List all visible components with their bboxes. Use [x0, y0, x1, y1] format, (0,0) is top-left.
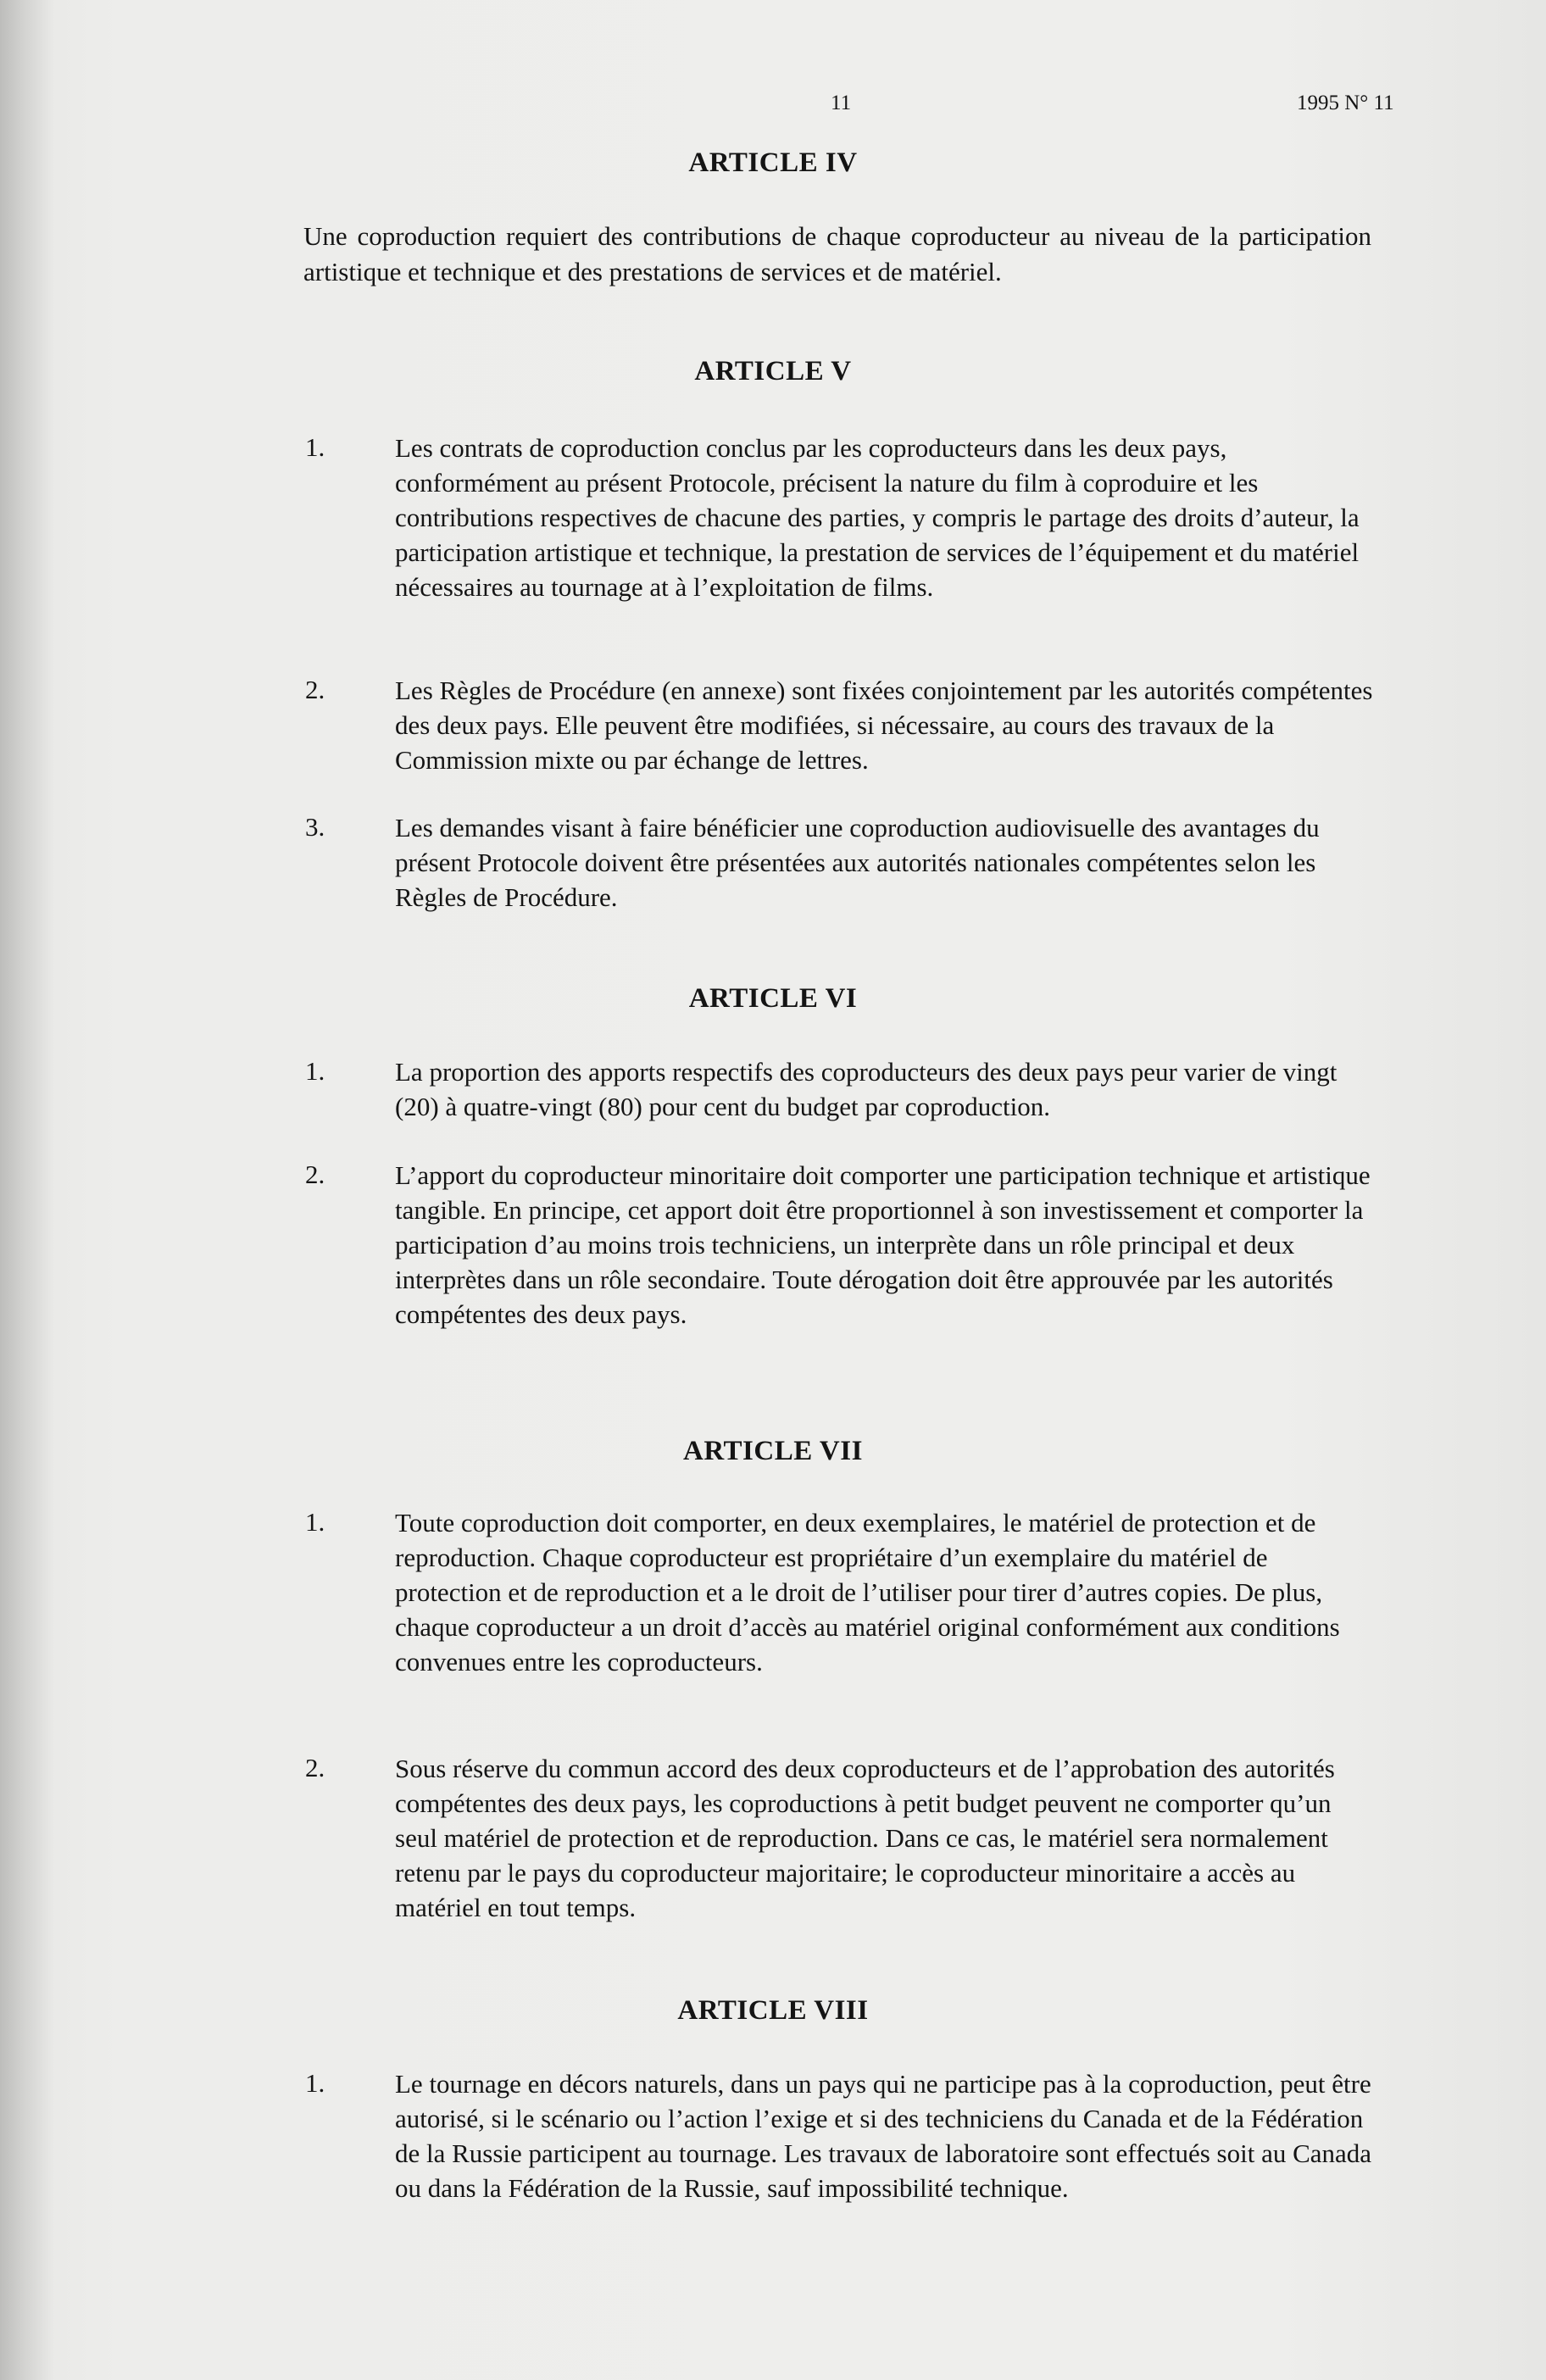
article-viii-item-1-number: 1. [305, 2068, 325, 2098]
article-v-item-2-number: 2. [305, 675, 325, 704]
article-vi-item-1-text: La proportion des apports respectifs des coproducteurs des deux pays peur varier de vingt (20) à quatre-vingt (80) pour cent du budget par coproduction. [395, 1057, 1337, 1121]
article-vi-heading: ARTICLE VI [688, 983, 858, 1014]
article-viii-item-1-text: Le tournage en décors naturels, dans un pays qui ne participe pas à la coproduction, peut être autorisé, si le scénario ou l’action l’exige et si des techniciens du Canada et de la Fédération de la Russie participent au tournage. Les travaux de laboratoire sont effectués soit au Canada ou dans la Fédération de la Russie, sauf impossibilité technique. [395, 2069, 1372, 2203]
article-vii-heading: ARTICLE VII [683, 1436, 863, 1466]
article-v-item-3-number: 3. [305, 812, 325, 842]
article-v-item-3-text: Les demandes visant à faire bénéficier une coproduction audiovisuelle des avantages du présent Protocole doivent être présentées aux autorités nationales compétentes selon les Règles de Procédure. [395, 813, 1320, 912]
article-vii-item-1-number: 1. [305, 1507, 325, 1537]
page-number: 11 [831, 92, 852, 114]
article-viii-heading: ARTICLE VIII [677, 1995, 869, 2026]
article-vi-item-1-number: 1. [305, 1056, 325, 1086]
article-v-item-1-number: 1. [305, 432, 325, 462]
article-vii-item-2-number: 2. [305, 1753, 325, 1782]
article-vii-item-1-text: Toute coproduction doit comporter, en deux exemplaires, le matériel de protection et de reproduction. Chaque coproducteur est propriétaire d’un exemplaire du matériel de protection et de reproduction et a le droit de l’utiliser pour tirer d’autres copies. De plus, chaque coproducteur a un droit d’accès au matériel original conformément aux conditions convenues entre les coproducteurs. [395, 1508, 1340, 1677]
article-v-item-1-text: Les contrats de coproduction conclus par les coproducteurs dans les deux pays, conformément au présent Protocole, précisent la nature du film à coproduire et les contributions respectives de chacune des parties, y compris le partage des droits d’auteur, la participation artistique et technique, la prestation de services de l’équipement et du matériel nécessaires au tournage at à l’exploitation de films. [395, 433, 1360, 602]
page-header [0, 92, 1546, 125]
article-vi-item-2-text: L’apport du coproducteur minoritaire doit comporter une participation technique et artistique tangible. En principe, cet apport doit être proportionnel à son investissement et comporter la participation d’au moins trois techniciens, un interprète dans un rôle principal et deux interprètes dans un rôle secondaire. Toute dérogation doit être approuvée par les autorités compétentes des deux pays. [395, 1160, 1371, 1329]
article-v-heading: ARTICLE V [694, 356, 852, 386]
document-reference: 1995 N° 11 [1297, 92, 1394, 114]
article-iv-text: Une coproduction requiert des contributions de chaque coproducteur au niveau de la participation artistique et technique et des prestations de services et de matériel. [303, 221, 1371, 286]
article-vii-item-2-text: Sous réserve du commun accord des deux coproducteurs et de l’approbation des autorités compétentes des deux pays, les coproductions à petit budget peuvent ne comporter qu’un seul matériel de protection et de reproduction. Dans ce cas, le matériel sera normalement retenu par le pays du coproducteur majoritaire; le coproducteur minoritaire a accès au matériel en tout temps. [395, 1754, 1335, 1922]
article-iv-heading: ARTICLE IV [688, 147, 858, 178]
article-vi-item-2-number: 2. [305, 1159, 325, 1189]
article-v-item-2-text: Les Règles de Procédure (en annexe) sont fixées conjointement par les autorités compétentes des deux pays. Elle peuvent être modifiées, si nécessaire, au cours des travaux de la Commission mixte ou par échange de lettres. [395, 676, 1373, 775]
